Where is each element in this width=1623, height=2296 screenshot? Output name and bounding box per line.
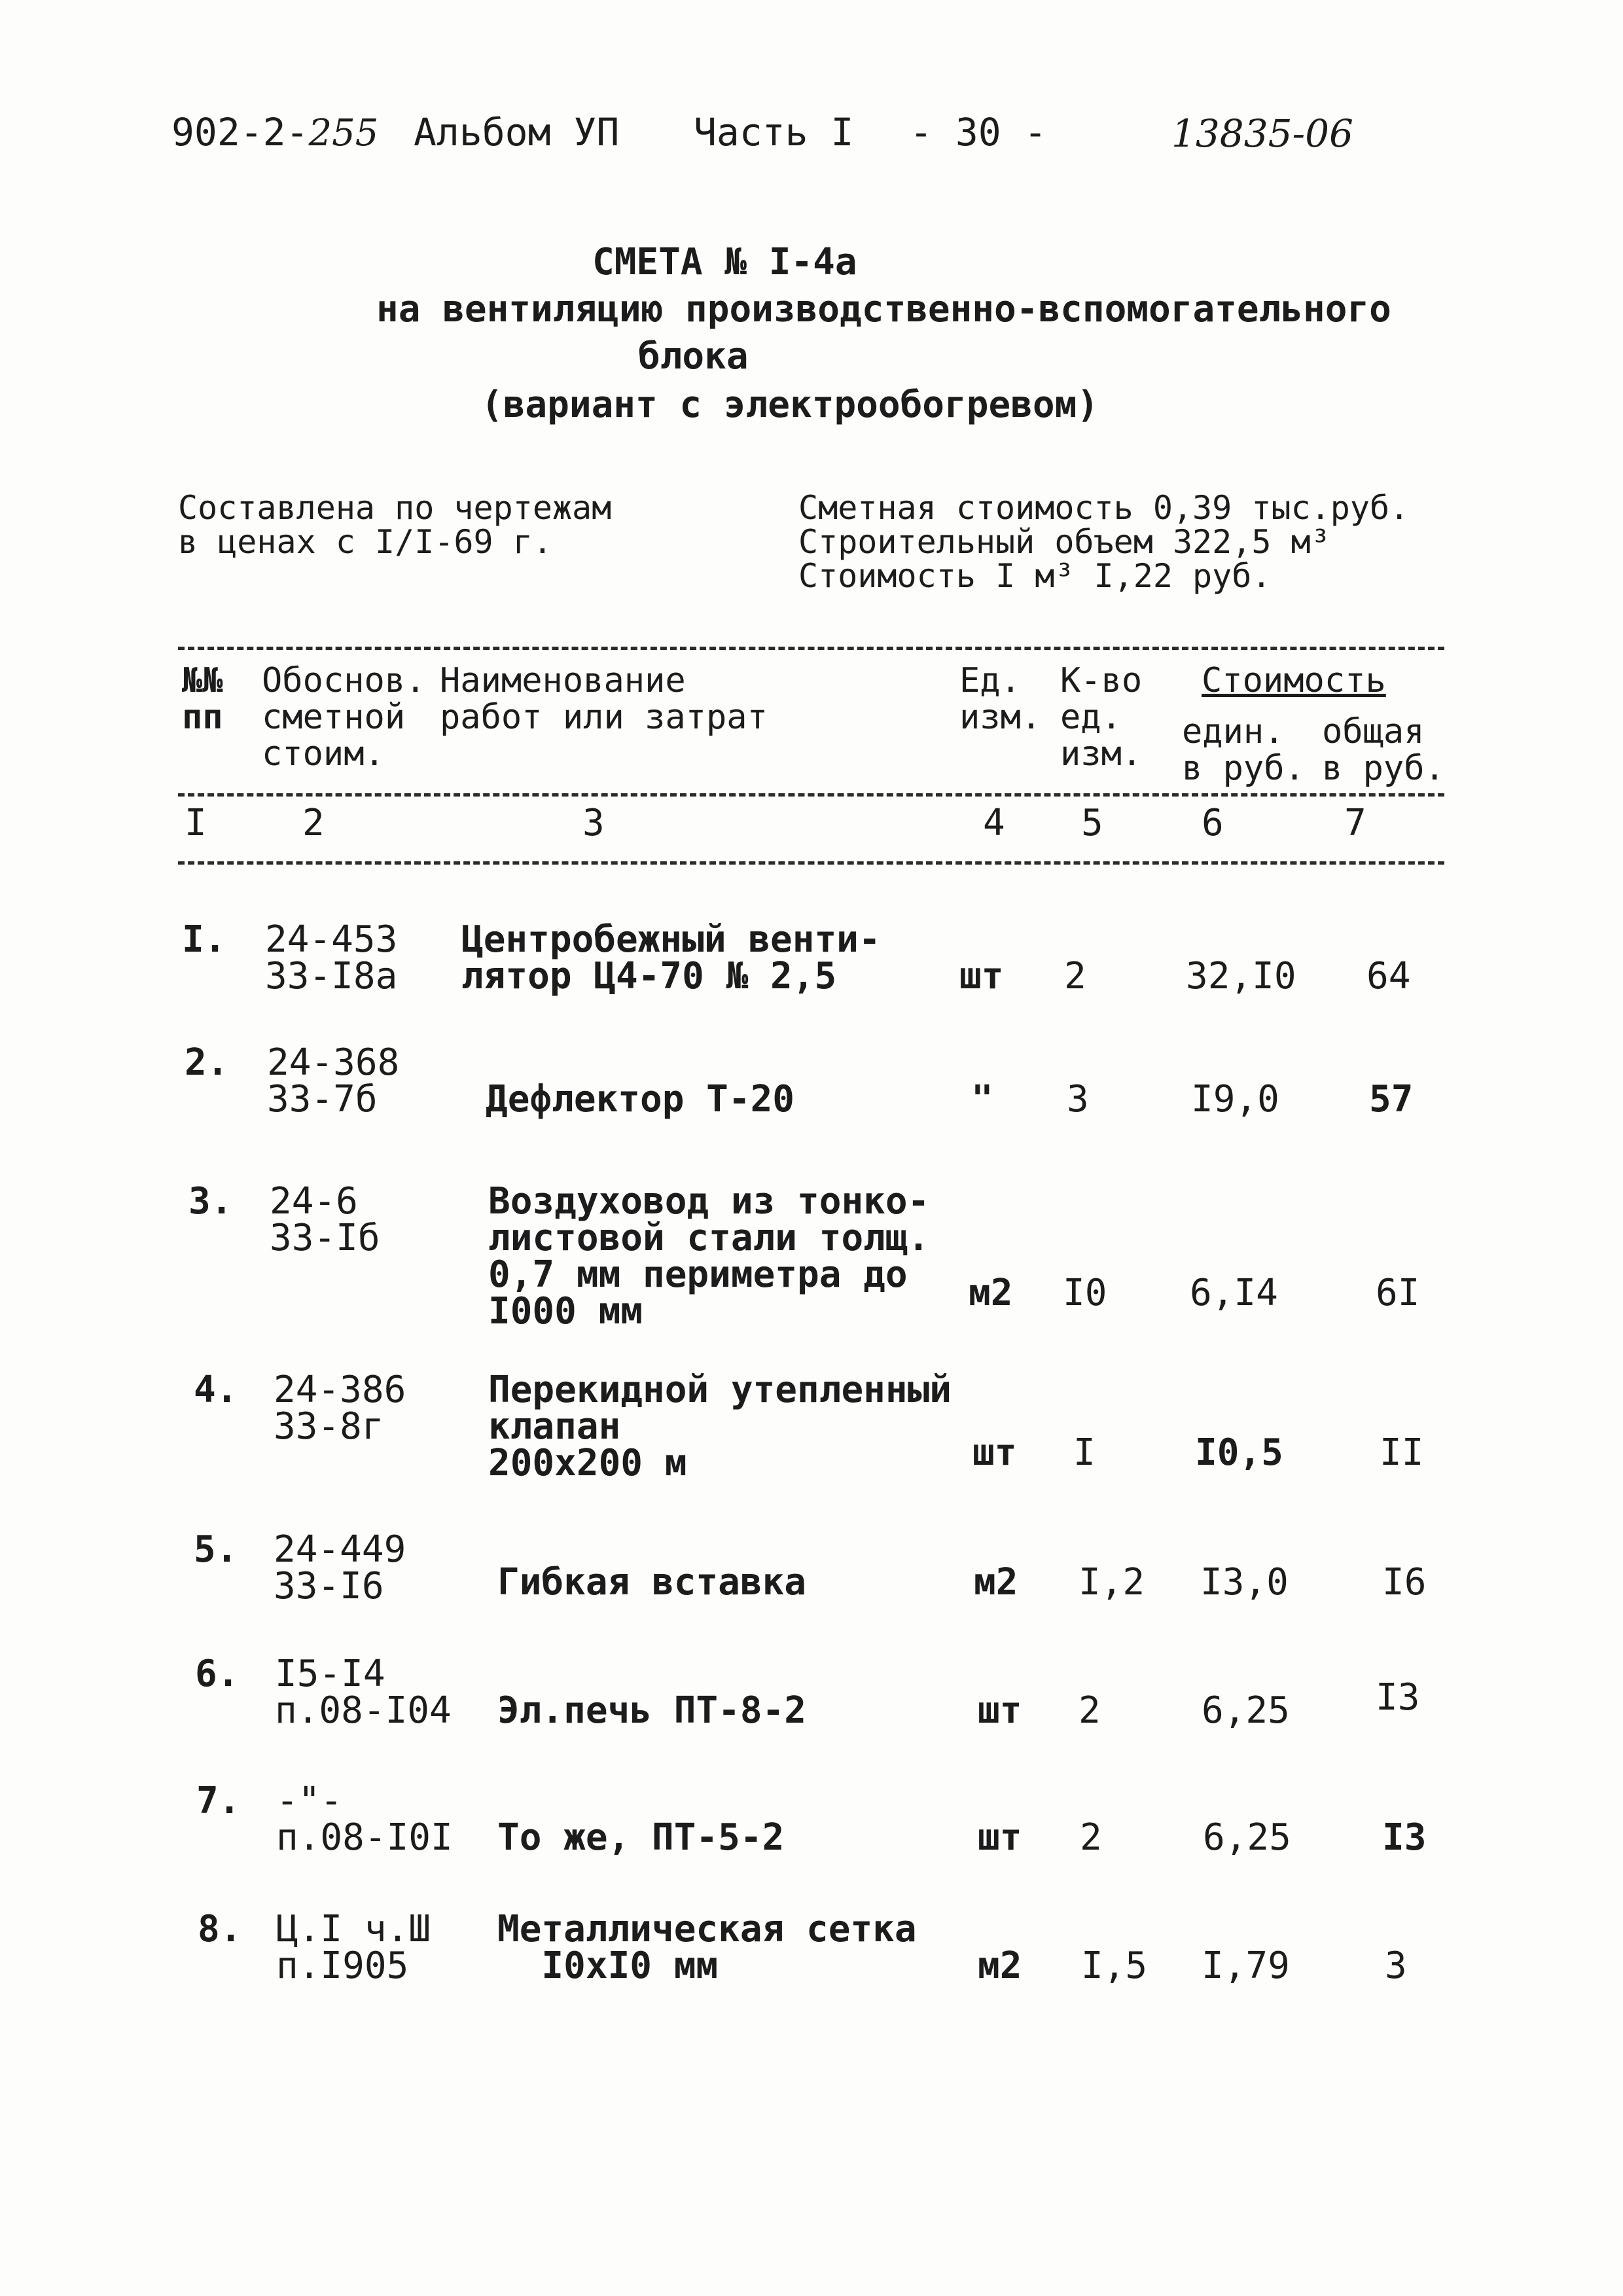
- estimate-variant: (вариант с электрообогревом): [481, 384, 1099, 426]
- table-top-rule: [178, 647, 1444, 650]
- row-5-number: 5.: [194, 1528, 238, 1571]
- row-7-quantity: 2: [1080, 1816, 1102, 1859]
- row-3-quantity: I0: [1063, 1272, 1107, 1314]
- col-header-number: №№ пп: [182, 661, 223, 737]
- col-index-3: 3: [582, 802, 605, 844]
- row-1-unit: шт: [959, 955, 1004, 997]
- row-7-basis: -"- п.08-I0I: [276, 1780, 453, 1859]
- row-7-unit: шт: [978, 1816, 1022, 1859]
- price-basis: в ценах с I/I-69 г.: [178, 523, 552, 561]
- row-2-quantity: 3: [1067, 1078, 1089, 1121]
- row-4-basis: 24-386 33-8г: [274, 1369, 406, 1448]
- estimate-subject: на вентиляцию производственно-вспомогательного: [376, 288, 1391, 331]
- row-5-basis: 24-449 33-I6: [274, 1528, 406, 1607]
- col-index-5: 5: [1081, 802, 1103, 844]
- row-1-unit-cost: 32,I0: [1186, 955, 1296, 997]
- row-3-number: 3.: [188, 1180, 233, 1223]
- album-label: Альбом УП: [414, 110, 620, 154]
- row-4-name: Перекидной утепленный клапан 200х200 м: [488, 1369, 952, 1484]
- cost-per-cubic-meter: Стоимость I м³ I,22 руб.: [798, 557, 1272, 595]
- col-header-cost-group: Стоимость: [1202, 661, 1386, 700]
- estimated-cost: Сметная стоимость 0,39 тыс.руб.: [798, 489, 1410, 527]
- row-3-unit: м2: [969, 1272, 1013, 1314]
- row-5-unit-cost: I3,0: [1200, 1561, 1289, 1604]
- row-4-unit: шт: [972, 1431, 1017, 1474]
- row-8-number: 8.: [198, 1908, 242, 1950]
- col-index-1: I: [185, 802, 207, 844]
- building-volume: Строительный объем 322,5 м³: [798, 523, 1330, 561]
- col-index-4: 4: [983, 802, 1005, 844]
- col-header-total-cost: общая в руб.: [1322, 712, 1445, 788]
- row-6-quantity: 2: [1079, 1689, 1101, 1732]
- header-bottom-rule: [178, 793, 1444, 797]
- row-8-quantity: I,5: [1081, 1945, 1148, 1987]
- document-code-typed: 902-2-: [171, 110, 309, 154]
- row-8-unit: м2: [978, 1945, 1022, 1987]
- part-label: Часть I: [694, 110, 854, 154]
- row-6-unit: шт: [978, 1689, 1022, 1732]
- row-1-basis: 24-453 33-I8а: [265, 918, 398, 997]
- row-7-total-cost: I3: [1382, 1816, 1427, 1859]
- row-2-basis: 24-368 33-7б: [267, 1041, 400, 1121]
- col-header-basis: Обоснов. сметной стоим.: [262, 661, 426, 774]
- row-8-basis: Ц.I ч.Ш п.I905: [276, 1908, 431, 1987]
- col-index-7: 7: [1344, 802, 1366, 844]
- row-7-number: 7.: [196, 1780, 241, 1822]
- estimate-subject-cont: блока: [638, 335, 749, 378]
- row-3-basis: 24-6 33-Iб: [270, 1180, 380, 1259]
- row-7-name: То же, ПТ-5-2: [497, 1816, 785, 1859]
- row-4-unit-cost: I0,5: [1195, 1431, 1283, 1474]
- row-2-unit-cost: I9,0: [1191, 1078, 1279, 1121]
- document-code: [171, 110, 378, 154]
- row-2-number: 2.: [185, 1041, 229, 1084]
- row-6-basis: I5-I4 п.08-I04: [275, 1653, 452, 1732]
- col-header-unit: Ед. изм.: [959, 661, 1042, 737]
- archive-number: 13835-06: [1171, 111, 1353, 156]
- row-1-number: I.: [182, 918, 226, 961]
- row-8-unit-cost: I,79: [1202, 1945, 1290, 1987]
- col-header-quantity: К-во ед. изм.: [1060, 661, 1143, 774]
- estimate-title: СМЕТА № I-4а: [592, 241, 857, 283]
- row-1-quantity: 2: [1064, 955, 1086, 997]
- row-2-total-cost: 57: [1369, 1078, 1414, 1121]
- row-2-unit: ": [971, 1078, 993, 1121]
- page-number: - 30 -: [910, 110, 1047, 154]
- row-6-name: Эл.печь ПТ-8-2: [497, 1689, 807, 1732]
- row-3-total-cost: 6I: [1376, 1272, 1420, 1314]
- compiled-by-drawings: Составлена по чертежам: [178, 489, 612, 527]
- row-5-quantity: I,2: [1079, 1561, 1145, 1604]
- row-7-unit-cost: 6,25: [1203, 1816, 1291, 1859]
- row-5-name: Гибкая вставка: [497, 1561, 807, 1604]
- row-6-unit-cost: 6,25: [1202, 1689, 1290, 1732]
- row-4-quantity: I: [1073, 1431, 1096, 1474]
- index-bottom-rule: [178, 861, 1444, 865]
- col-header-unit-cost: един. в руб.: [1182, 712, 1305, 788]
- row-8-total-cost: 3: [1385, 1945, 1407, 1987]
- row-3-unit-cost: 6,I4: [1190, 1272, 1278, 1314]
- row-3-name: Воздуховод из тонко- листовой стали толщ. 0,7 мм периметра до I000 мм: [488, 1180, 930, 1333]
- row-6-number: 6.: [195, 1653, 240, 1695]
- col-index-2: 2: [302, 802, 325, 844]
- row-1-total-cost: 64: [1366, 955, 1411, 997]
- row-8-name: Металлическая сетка I0хI0 мм: [497, 1908, 917, 1987]
- row-5-unit: м2: [974, 1561, 1018, 1604]
- row-1-name: Центробежный венти- лятор Ц4-70 № 2,5: [461, 918, 881, 997]
- col-header-name: Наименование работ или затрат: [440, 661, 768, 737]
- col-index-6: 6: [1202, 802, 1224, 844]
- document-code-handwritten: 255: [308, 112, 379, 154]
- row-4-total-cost: II: [1380, 1431, 1424, 1474]
- row-6-total-cost: I3: [1376, 1676, 1420, 1719]
- row-5-total-cost: I6: [1382, 1561, 1427, 1604]
- row-2-name: Дефлектор Т-20: [486, 1078, 795, 1121]
- row-4-number: 4.: [194, 1369, 238, 1411]
